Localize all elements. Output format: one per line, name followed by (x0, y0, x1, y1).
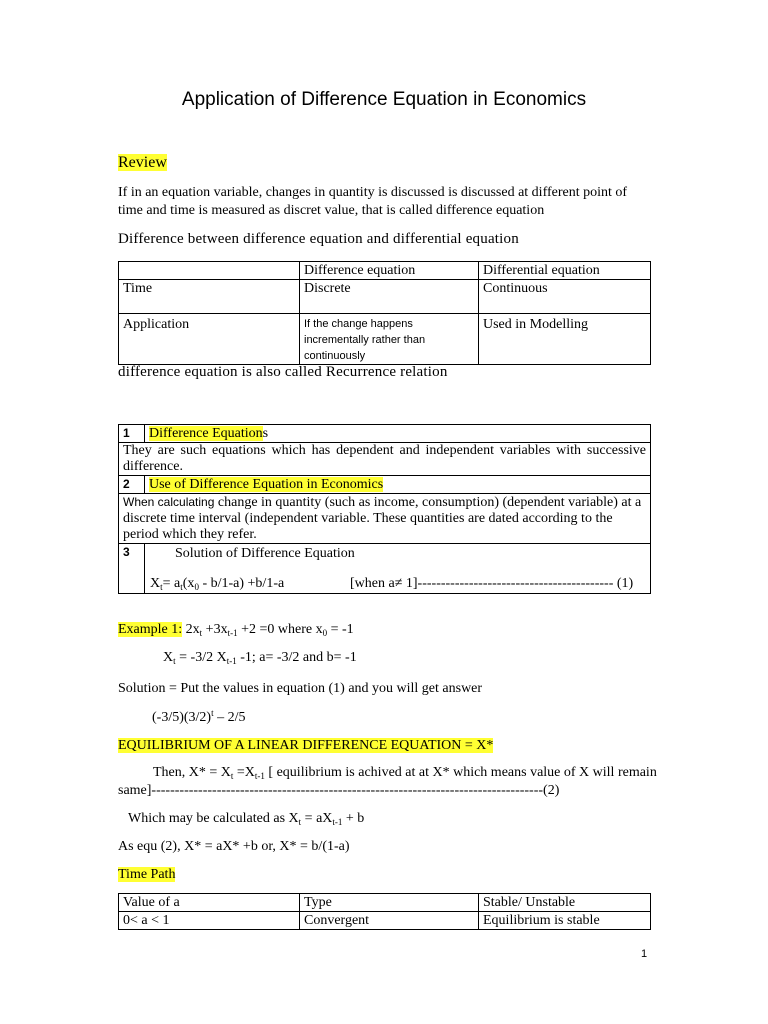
example-label: Example 1: (118, 622, 183, 637)
review-heading: Review (118, 154, 167, 171)
comparison-subheading: Difference between difference equation and differential equation (118, 231, 519, 247)
time-path-table (118, 893, 651, 930)
section-title: Solution of Difference Equation (175, 546, 355, 561)
table-header-cell: Type (300, 894, 479, 912)
section-body: They are such equations which has dependent and independent variables with successive difference. (119, 443, 651, 476)
solution-formula: $X_t= a_t(x_0 - b/1-a) +b/1-a$ (150, 576, 285, 592)
section-number: 3 (119, 544, 145, 594)
section-body: When calculating change in quantity (such as income, consumption) (dependent variable) at a discrete time interval (independent variable. These quantities are dated according to the period which they refer. (119, 494, 651, 544)
section-header-row (119, 476, 651, 494)
review-paragraph: If in an equation variable, changes in quantity is discussed is discussed at different point of time and time is measured as discret value, that is called difference equation (118, 185, 628, 218)
sections-table (118, 424, 651, 594)
section-number: 2 (119, 476, 145, 494)
table-header-cell: Differential equation (479, 262, 651, 280)
example-equation: Example 1: $2x_t +3x_{t-1} +2 =0$ where $x_0 = -1$ (118, 622, 354, 638)
section-header-row (119, 544, 651, 594)
table-header-row (119, 262, 651, 280)
section-title: Use of Difference Equation in Economics (145, 476, 651, 494)
table-header-cell: Stable/ Unstable (479, 894, 651, 912)
table-cell: Time (119, 280, 300, 314)
section-header-row (119, 425, 651, 443)
comparison-table (118, 261, 651, 365)
solution-condition: [when a≠ 1]------------------------------------------ (1) (350, 576, 634, 591)
table-header-cell: Difference equation (300, 262, 479, 280)
section-number: 1 (119, 425, 145, 443)
table-cell: If the change happens incrementally rather than continuously (304, 318, 426, 362)
document-title: Application of Difference Equation in Economics (181, 89, 587, 110)
equilibrium-line: same]------------------------------------------------------------------------------------(2) (118, 783, 560, 798)
equilibrium-result: As equ (2), X* = aX* +b or, X* = b/(1-a) (118, 839, 350, 854)
section-body-row (119, 494, 651, 544)
table-cell: 0< a < 1 (119, 912, 300, 930)
table-row (119, 912, 651, 930)
example-solution: Solution = Put the values in equation (1) and you will get answer (118, 681, 483, 696)
table-cell: Discrete (300, 280, 479, 314)
table-cell: Application (119, 314, 300, 365)
section-title: Difference Equations (145, 425, 651, 443)
table-cell: Continuous (479, 280, 651, 314)
recurrence-note: difference equation is also called Recurrence relation (118, 364, 448, 380)
equilibrium-line: Then, $X* = X_t =X_{t-1}$ [ equilibrium is achived at at X* which means value of X will remain (153, 765, 657, 781)
table-header-row (119, 894, 651, 912)
example-rearranged: $X_t = -3/2$ $X_{t-1}$ -1; a= -3/2 and b= -1 (163, 650, 357, 666)
equilibrium-calculation: Which may be calculated as $X_t = aX_{t-1} + b$ (128, 811, 365, 827)
time-path-heading: Time Path (118, 867, 176, 882)
solution-cell (145, 544, 651, 594)
equilibrium-heading: EQUILIBRIUM OF A LINEAR DIFFERENCE EQUATION = X* (118, 738, 494, 753)
table-cell: Used in Modelling (479, 314, 651, 365)
table-cell: Equilibrium is stable (479, 912, 651, 930)
table-row (119, 280, 651, 314)
page-number: 1 (641, 948, 648, 960)
table-cell: Convergent (300, 912, 479, 930)
section-body-row (119, 443, 651, 476)
table-header-cell (119, 262, 300, 280)
example-answer: $(-3/5)(3/2)^t - 2/5$ (152, 708, 246, 725)
table-row (119, 314, 651, 365)
table-header-cell: Value of a (119, 894, 300, 912)
